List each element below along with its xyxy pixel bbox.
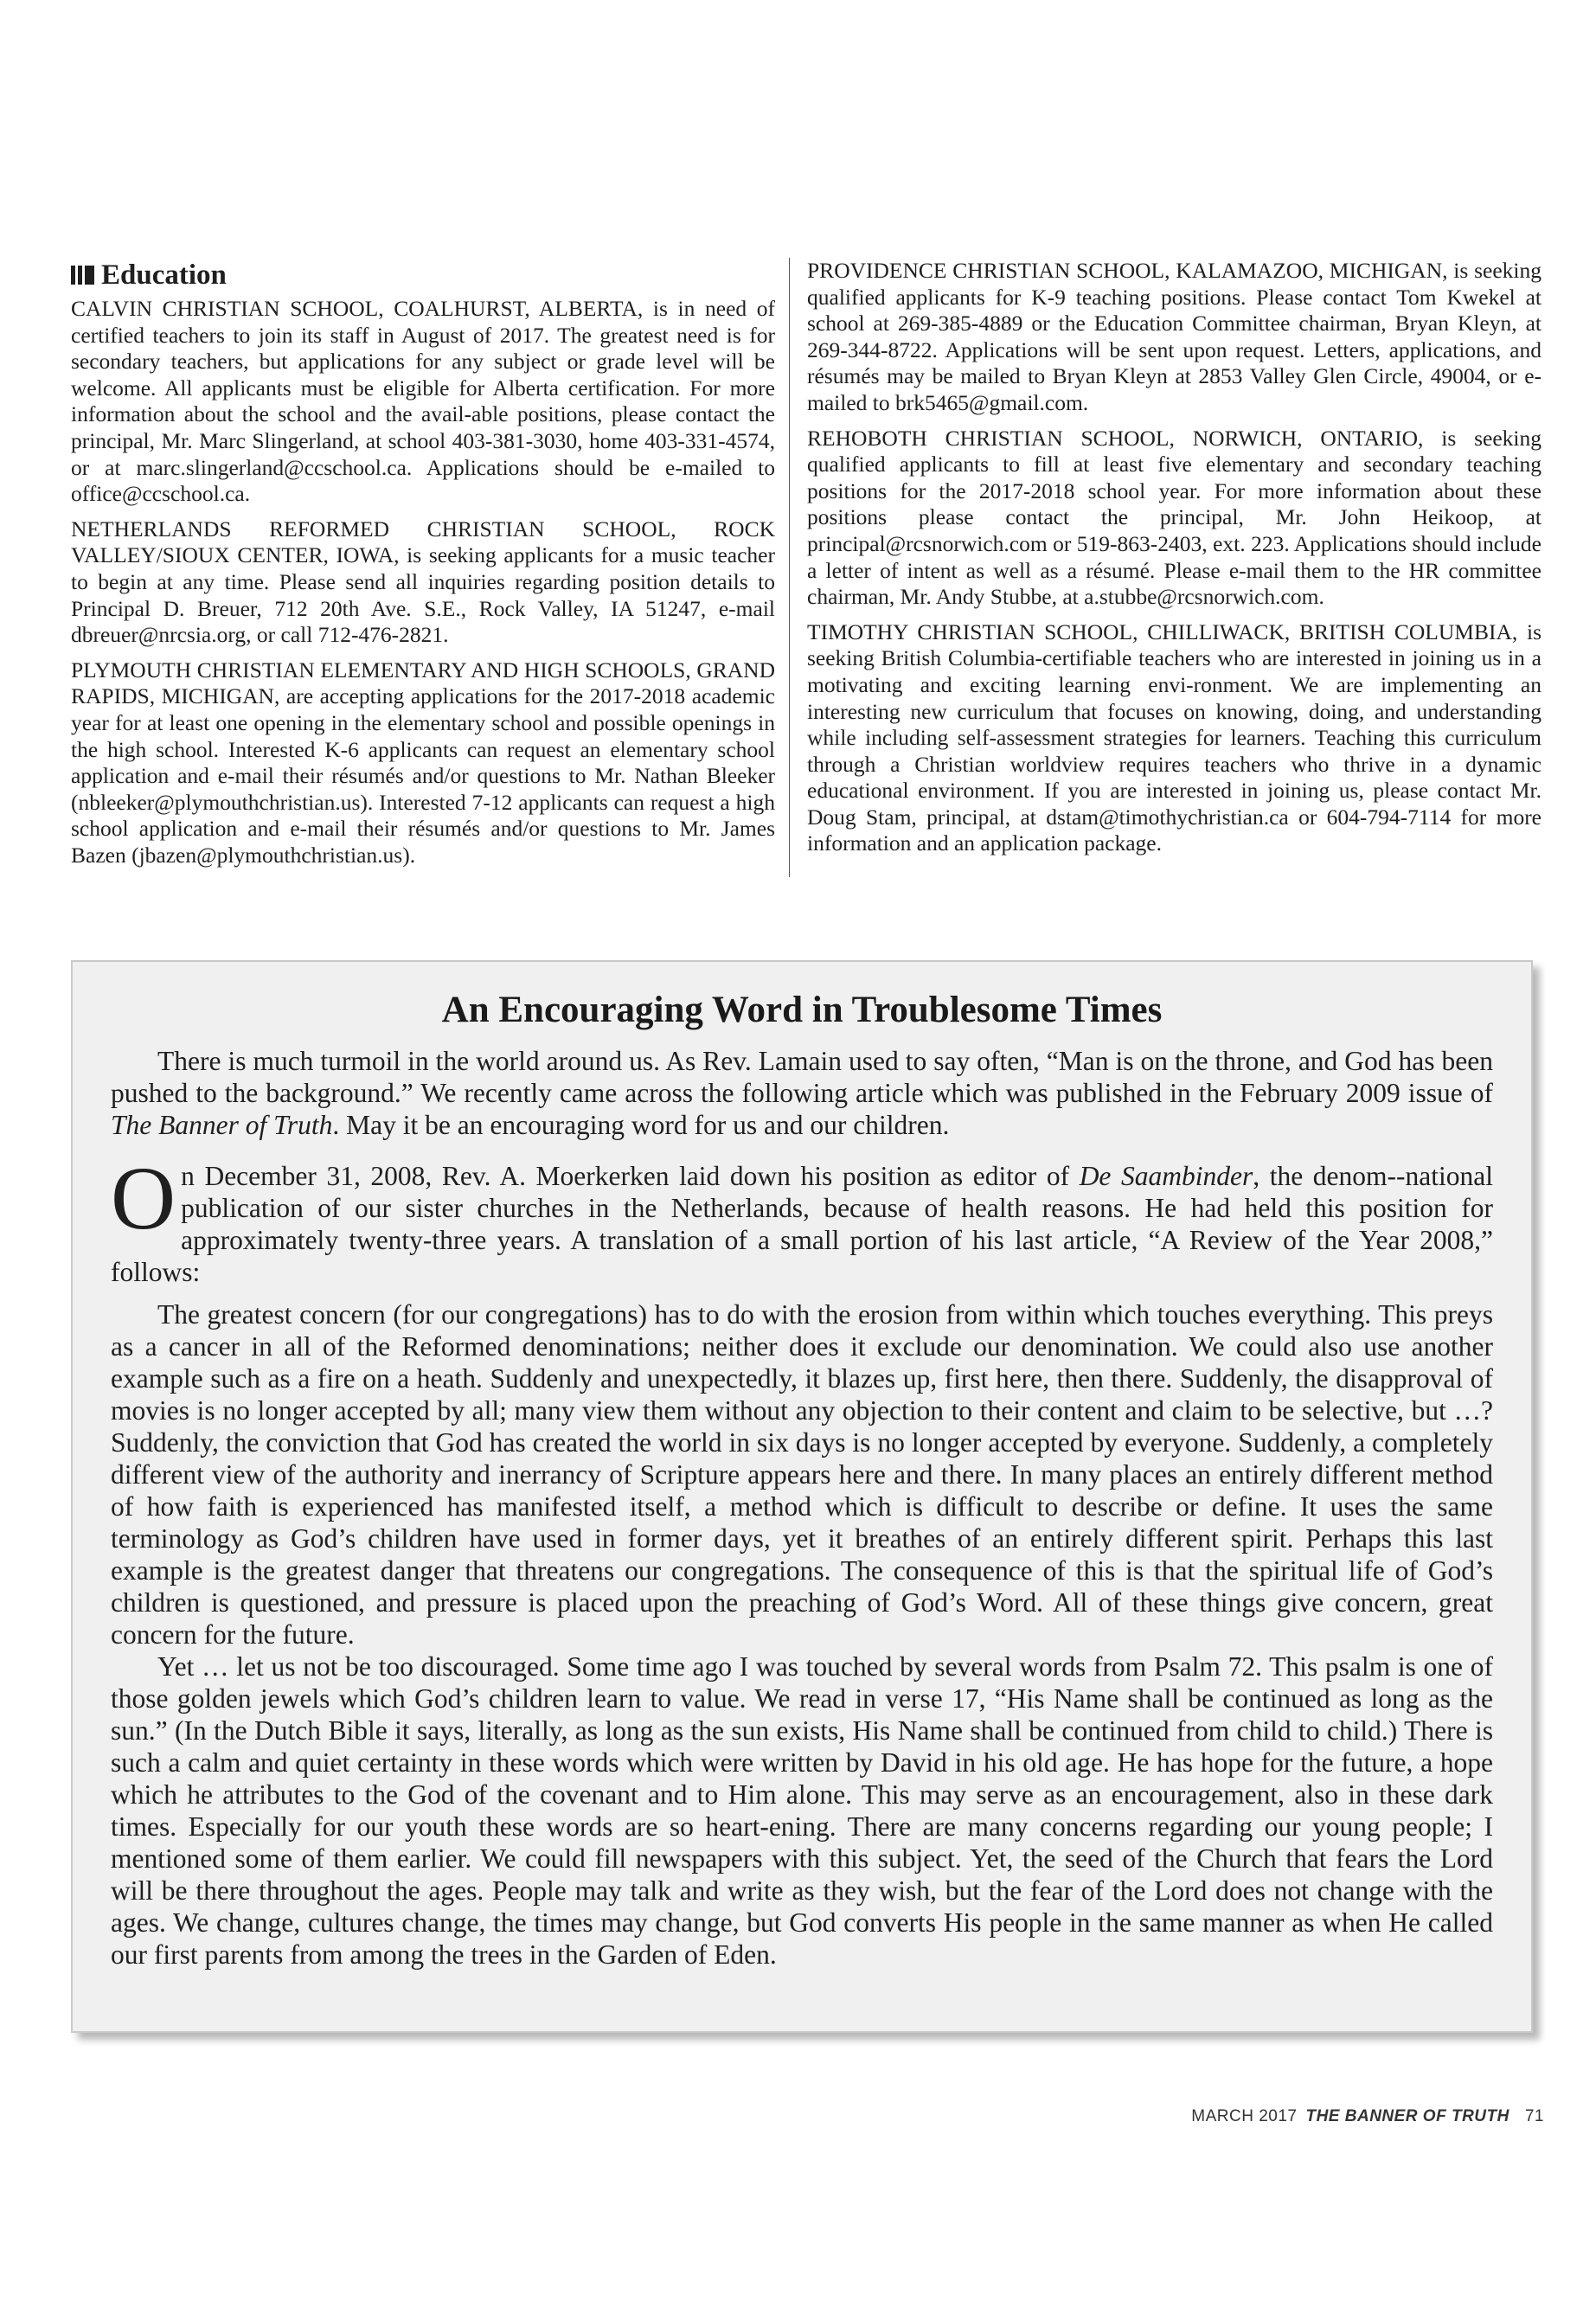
article-paragraph-2: On December 31, 2008, Rev. A. Moerkerken laid down his position as editor of De Saambinder, the denom--national publication of our sister churches in the Netherlands, because of health reasons. He had held this position for approximately twenty-three years. A translation of a small portion of his last article, “A Review of the Year 2008,” follows: <box>111 1149 1493 1287</box>
right-column <box>789 258 1542 877</box>
article-box <box>71 960 1533 2033</box>
ad-providence: PROVIDENCE CHRISTIAN SCHOOL, KALAMAZOO, MICHIGAN, is seeking qualified applicants for K-9 teaching positions. Please contact Tom Kwekel at school at 269-385-4889 or the Education Committee chairman, Bryan Kleyn, at 269-344-8722. Applications will be sent upon request. Letters, applications, and résumés may be mailed to Bryan Kleyn at 2853 Valley Glen Circle, 49004, or e-mailed to brk5465@gmail.com. <box>807 258 1542 415</box>
footer-magazine: THE BANNER OF TRUTH <box>1305 2107 1509 2125</box>
page-number: 71 <box>1524 2107 1544 2125</box>
drop-cap: O <box>111 1149 176 1248</box>
footer-date: MARCH 2017 <box>1191 2107 1298 2125</box>
article-paragraph-4: Yet … let us not be too discouraged. Some time ago I was touched by several words from Psalm 72. This psalm is one of those golden jewels which God’s children learn to value. We read in verse 17, “His Name shall be continued as long as the sun.” (In the Dutch Bible it says, literally, as long as the sun exists, His Name shall be continued from child to child.) There is such a calm and quiet certainty in these words which were written by David in his old age. He has hope for the future, a hope which he attributes to the God of the covenant and to Him alone. This may serve as an encouragement, also in these dark times. Especially for our youth these words are so heart-ening. There are many concerns regarding our young people; I mentioned some of them earlier. We could fill newspapers with this subject. Yet, the seed of the Church that fears the Lord will be there throughout the ages. People may talk and write as they wish, but the fear of the Lord does not change with the ages. We change, cultures change, the times may change, but God converts His people in the same manner as when He called our first parents from among the trees in the Garden of Eden. <box>111 1651 1493 1970</box>
ad-timothy: TIMOTHY CHRISTIAN SCHOOL, CHILLIWACK, BRITISH COLUMBIA, is seeking British Columbia-certifiable teachers who are interested in joining us in a motivating and exciting learning envi-ronment. We are implementing an interesting new curriculum that focuses on knowing, doing, and understanding while including self-assessment strategies for learners. Teaching this curriculum through a Christian worldview requires teachers who thrive in a dynamic educational environment. If you are interested in joining us, please contact Mr. Doug Stam, principal, at dstam@timothychristian.ca or 604-794-7114 for more information and an application package. <box>807 619 1542 856</box>
ad-rehoboth: REHOBOTH CHRISTIAN SCHOOL, NORWICH, ONTARIO, is seeking qualified applicants to fill at least five elementary and secondary teaching positions for the 2017-2018 school year. For more information about these positions please contact the principal, Mr. John Heikoop, at principal@rcsnorwich.com or 519-863-2403, ext. 223. Applications should include a letter of intent as well as a résumé. Please e-mail them to the HR committee chairman, Mr. Andy Stubbe, at a.stubbe@rcsnorwich.com. <box>807 425 1542 610</box>
ad-calvin: CALVIN CHRISTIAN SCHOOL, COALHURST, ALBERTA, is in need of certified teachers to join its staff in August of 2017. The greatest need is for secondary teachers, but applications for any subject or grade level will be welcome. All applicants must be eligible for Alberta certification. For more information about the school and the avail-able positions, please contact the principal, Mr. Marc Slingerland, at school 403-381-3030, home 403-331-4574, or at marc.slingerland@ccschool.ca. Applications should be e-mailed to office@ccschool.ca. <box>71 296 775 507</box>
ad-plymouth: PLYMOUTH CHRISTIAN ELEMENTARY AND HIGH SCHOOLS, GRAND RAPIDS, MICHIGAN, are accepting applications for the 2017-2018 academic year for at least one opening in the elementary school and possible openings in the high school. Interested K-6 applicants can request an elementary school application and e-mail their résumés and/or questions to Mr. Nathan Bleeker (nbleeker@plymouthchristian.us). Interested 7-12 applicants can request a high school application and e-mail their résumés and/or questions to Mr. James Bazen (jbazen@plymouthchristian.us). <box>71 657 775 868</box>
article-title: An Encouraging Word in Troublesome Times <box>441 990 1163 1030</box>
section-heading-text: Education <box>101 260 227 291</box>
section-heading <box>71 258 775 292</box>
ad-netherlands-reformed: NETHERLANDS REFORMED CHRISTIAN SCHOOL, ROCK VALLEY/SIOUX CENTER, IOWA, is seeking applicants for a music teacher to begin at any time. Please send all inquiries regarding position details to Principal D. Breuer, 712 20th Ave. S.E., Rock Valley, IA 51247, e-mail dbreuer@nrcsia.org, or call 712-476-2821. <box>71 516 775 648</box>
article-paragraph-3: The greatest concern (for our congregations) has to do with the erosion from within which touches everything. This preys as a cancer in all of the Reformed denominations; neither does it exclude our denomination. We could also use another example such as a fire on a heath. Suddenly and unexpectedly, it blazes up, first here, then there. Suddenly, the disapproval of movies is no longer accepted by all; many view them without any objection to their content and claim to be selective, but …? Suddenly, the conviction that God has created the world in six days is no longer accepted by everyone. Suddenly, a completely different view of the authority and inerrancy of Scripture appears here and there. In many places an entirely different method of how faith is experienced has manifested itself, a method which is difficult to describe or define. It uses the same terminology as God’s children have used in former days, yet it breathes of an entirely different spirit. Perhaps this last example is the greatest danger that threatens our congregations. The consequence of this is that the spiritual life of God’s children is questioned, and pressure is placed upon the preaching of God’s Word. All of these things give concern, great concern for the future. <box>111 1299 1493 1650</box>
spacer <box>111 1141 1493 1160</box>
section-bars-icon <box>71 266 94 285</box>
left-column <box>71 258 789 877</box>
classifieds-columns <box>71 258 1542 877</box>
spacer <box>111 1288 1493 1298</box>
article-intro: There is much turmoil in the world around us. As Rev. Lamain used to say often, “Man is on the throne, and God has been pushed to the background.” We recently came across the following article which was published in the February 2009 issue of The Banner of Truth. May it be an encouraging word for us and our children. <box>111 1046 1493 1140</box>
page-footer <box>1191 2107 1544 2126</box>
